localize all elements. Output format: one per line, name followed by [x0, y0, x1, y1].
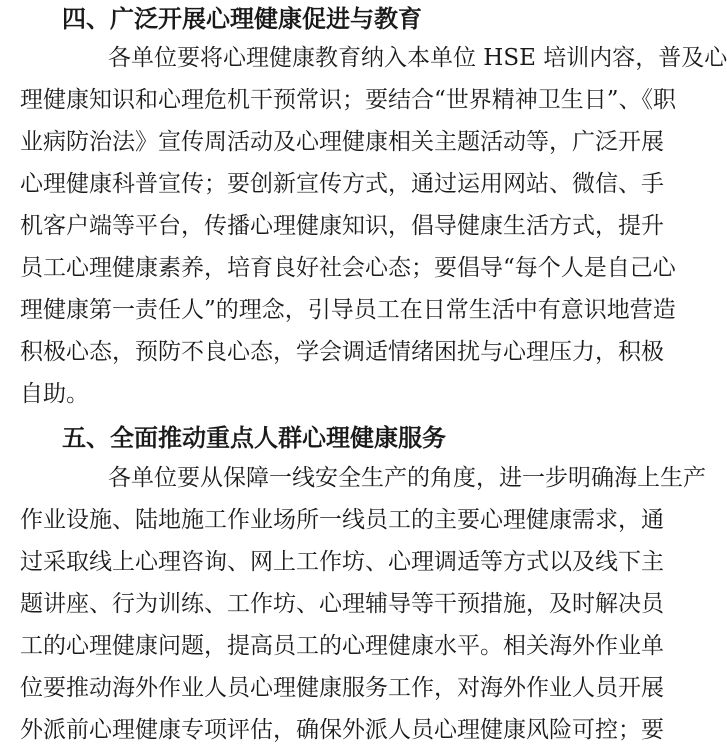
section-5-line-4: 题讲座、行为训练、工作坊、心理辅导等干预措施，及时解决员 [20, 591, 664, 617]
section-4-line-7: 理健康第一责任人”的理念，引导员工在日常生活中有意识地营造 [20, 297, 676, 323]
section-4-line-6: 员工心理健康素养，培育良好社会心态；要倡导“每个人是自己心 [20, 255, 676, 281]
section-5-line-6: 位要推动海外作业人员心理健康服务工作，对海外作业人员开展 [20, 675, 664, 701]
section-4-line-9: 自助。 [20, 381, 89, 407]
section-4-line-2: 理健康知识和心理危机干预常识；要结合“世界精神卫生日”、《职 [20, 87, 677, 113]
section-5-line-3: 过采取线上心理咨询、网上工作坊、心理调适等方式以及线下主 [20, 549, 664, 575]
section-5-line-1: 各单位要从保障一线安全生产的角度，进一步明确海上生产 [108, 465, 706, 491]
section-5-line-5: 工的心理健康问题，提高员工的心理健康水平。相关海外作业单 [20, 633, 664, 659]
section-5-line-2: 作业设施、陆地施工作业场所一线员工的主要心理健康需求，通 [20, 507, 664, 533]
section-4-line-1: 各单位要将心理健康教育纳入本单位 HSE 培训内容，普及心 [108, 45, 727, 71]
section-5-heading: 五、全面推动重点人群心理健康服务 [62, 424, 446, 452]
section-4-line-8: 积极心态，预防不良心态，学会调适情绪困扰与心理压力，积极 [20, 339, 664, 365]
section-4-line-4: 心理健康科普宣传；要创新宣传方式，通过运用网站、微信、手 [20, 171, 664, 197]
section-4-line-3: 业病防治法》宣传周活动及心理健康相关主题活动等，广泛开展 [20, 129, 664, 155]
section-4-line-5: 机客户端等平台，传播心理健康知识，倡导健康生活方式，提升 [20, 213, 664, 239]
section-5-line-7: 外派前心理健康专项评估，确保外派人员心理健康风险可控；要 [20, 717, 664, 743]
section-4-heading: 四、广泛开展心理健康促进与教育 [62, 5, 422, 33]
